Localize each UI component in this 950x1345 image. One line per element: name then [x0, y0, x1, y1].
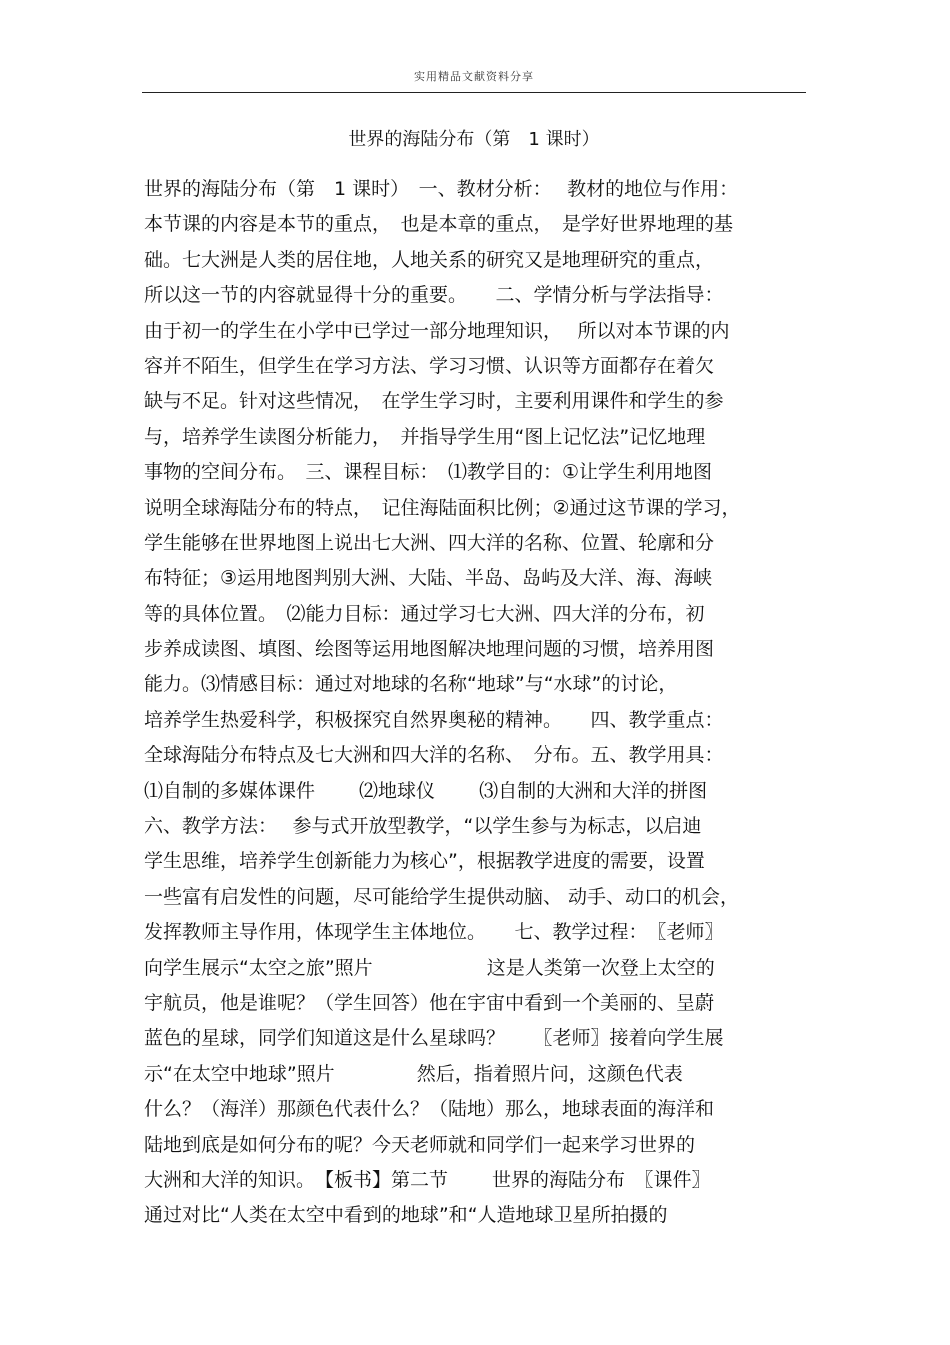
- body-line: 学生能够在世界地图上说出七大洲、四大洋的名称、位置、轮廓和分: [144, 531, 715, 554]
- body-line: 与，培养学生读图分析能力， 并指导学生用“图上记忆法”记忆地理: [144, 425, 706, 448]
- body-line: ⑴自制的多媒体课件 ⑵地球仪 ⑶自制的大洲和大洋的拼图: [144, 779, 708, 802]
- body-line: 缺与不足。针对这些情况， 在学生学习时，主要利用课件和学生的参: [144, 390, 724, 413]
- body-line: 事物的空间分布。 三、课程目标： ⑴教学目的：①让学生利用地图: [144, 461, 713, 484]
- body-line: 培养学生热爱科学，积极探究自然界奥秘的精神。 四、教学重点：: [144, 708, 724, 731]
- page-header-text: 实用精品文献资料分享: [414, 70, 534, 83]
- body-line: 学生思维，培养学生创新能力为核心”，根据教学进度的需要，设置: [144, 850, 705, 873]
- body-line: 大洲和大洋的知识。 【板书】第二节 世界的海陆分布 〖课件〗: [144, 1168, 711, 1191]
- body-line: 示“在太空中地球”照片 然后，指着照片问，这颜色代表: [144, 1062, 683, 1085]
- body-line: 说明全球海陆分布的特点， 记住海陆面积比例；②通过这节课的学习，: [144, 496, 741, 519]
- body-line: 发挥教师主导作用，体现学生主体地位。 七、教学过程： 〖老师〗: [144, 921, 724, 944]
- body-line: 所以这一节的内容就显得十分的重要。 二、学情分析与学法指导：: [144, 284, 724, 307]
- body-line: 由于初一的学生在小学中已学过一部分地理知识， 所以对本节课的内: [144, 319, 730, 342]
- body-line: 一些富有启发性的问题，尽可能给学生提供动脑、 动手、动口的机会，: [144, 885, 740, 908]
- body-line: 宇航员，他是谁呢？（学生回答）他在宇宙中看到一个美丽的、呈蔚: [144, 991, 715, 1014]
- body-line: 六、教学方法： 参与式开放型教学，“以学生参与为标志，以启迪: [144, 815, 702, 838]
- body-line: 本节课的内容是本节的重点， 也是本章的重点， 是学好世界地理的基: [144, 213, 734, 236]
- body-line: 通过对比“人类在太空中看到的地球”和“人造地球卫星所拍摄的: [144, 1204, 668, 1227]
- body-line: 蓝色的星球，同学们知道这是什么星球吗？ 〖老师〗接着向学生展: [144, 1027, 724, 1050]
- body-line: 什么？（海洋）那颜色代表什么？（陆地）那么，地球表面的海洋和: [144, 1098, 715, 1121]
- document-title: 世界的海陆分布（第 1 课时）: [348, 129, 600, 150]
- body-line: 容并不陌生，但学生在学习方法、学习习惯、认识等方面都存在着欠: [144, 354, 715, 377]
- body-line: 全球海陆分布特点及七大洲和四大洋的名称、 分布。五、教学用具：: [144, 744, 724, 767]
- body-line: 础。七大洲是人类的居住地，人地关系的研究又是地理研究的重点，: [144, 248, 715, 271]
- body-line: 向学生展示“太空之旅”照片 这是人类第一次登上太空的: [144, 956, 715, 979]
- body-line: 步养成读图、填图、绘图等运用地图解决地理问题的习惯，培养用图: [144, 638, 715, 661]
- body-line: 能力。⑶情感目标：通过对地球的名称“地球”与“水球”的讨论，: [144, 673, 678, 696]
- page-header: [142, 64, 806, 93]
- document-body: [144, 172, 812, 1234]
- body-line: 布特征；③运用地图判别大洲、大陆、半岛、岛屿及大洋、海、海峡: [144, 567, 713, 590]
- body-line: 陆地到底是如何分布的呢？今天老师就和同学们一起来学习世界的: [144, 1133, 696, 1156]
- body-line: 世界的海陆分布（第 1 课时） 一、教材分析： 教材的地位与作用：: [144, 178, 739, 200]
- body-line: 等的具体位置。 ⑵能力目标：通过学习七大洲、四大洋的分布，初: [144, 602, 705, 625]
